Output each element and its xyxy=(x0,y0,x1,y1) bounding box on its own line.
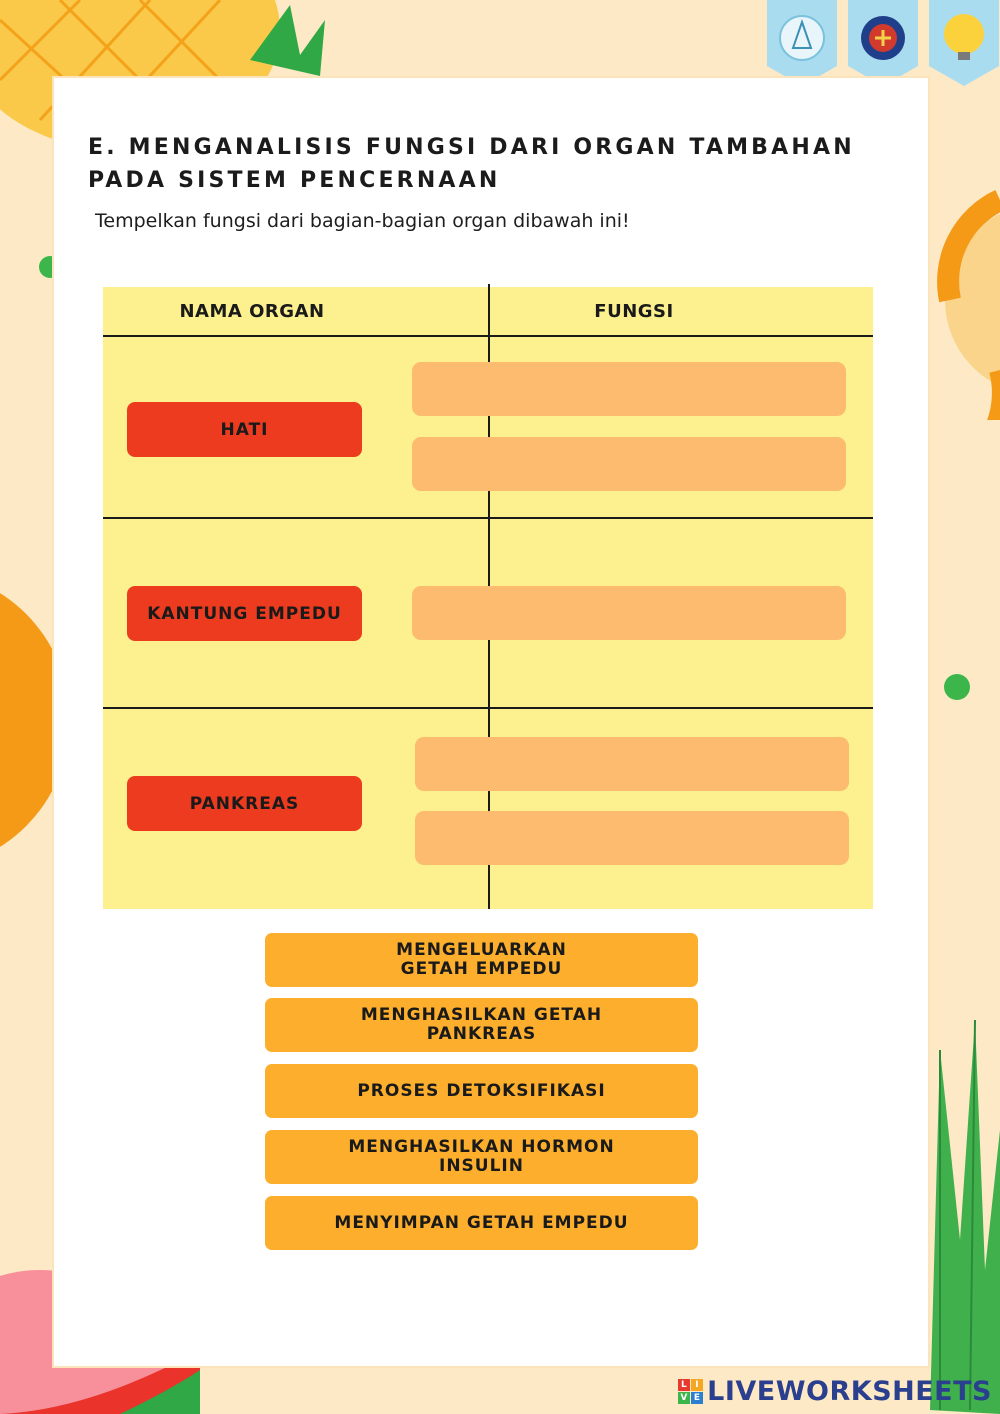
header-fungsi: FUNGSI xyxy=(594,301,674,322)
row-divider xyxy=(103,707,873,709)
answer-card[interactable]: MENGELUARKAN GETAH EMPEDU xyxy=(265,933,698,987)
university-logo-icon xyxy=(767,0,837,88)
worksheet-title: E. MENGANALISIS FUNGSI DARI ORGAN TAMBAHAN PADA SISTEM PENCERNAAN xyxy=(88,135,855,193)
instruction-text: Tempelkan fungsi dari bagian-bagian organ dibawah ini! xyxy=(95,210,630,232)
science-vlab-logo-icon xyxy=(929,0,999,88)
drop-slot[interactable] xyxy=(412,362,846,416)
liveworksheets-wordmark: LIVEWORKSHEETS xyxy=(707,1376,992,1407)
organ-label-kantung-empedu: KANTUNG EMPEDU xyxy=(127,586,362,641)
row-divider xyxy=(103,517,873,519)
liveworksheets-logo xyxy=(678,1376,992,1407)
drop-slot[interactable] xyxy=(415,811,849,865)
row-divider xyxy=(103,335,873,337)
answer-card[interactable]: PROSES DETOKSIFIKASI xyxy=(265,1064,698,1118)
drop-slot[interactable] xyxy=(412,586,846,640)
matching-table xyxy=(103,287,873,909)
answer-card[interactable]: MENGHASILKAN GETAH PANKREAS xyxy=(265,998,698,1052)
answer-card[interactable]: MENYIMPAN GETAH EMPEDU xyxy=(265,1196,698,1250)
organ-label-hati: HATI xyxy=(127,402,362,457)
pineapple-leaves-decoration xyxy=(930,1010,1000,1414)
orange-decoration xyxy=(0,560,55,870)
answer-card[interactable]: MENGHASILKAN HORMON INSULIN xyxy=(265,1130,698,1184)
drop-slot[interactable] xyxy=(412,437,846,491)
organ-label-pankreas: PANKREAS xyxy=(127,776,362,831)
header-nama-organ: NAMA ORGAN xyxy=(179,301,325,322)
orange-slice-decoration xyxy=(930,120,1000,420)
liveworksheets-logo-icon: L I V E xyxy=(678,1379,703,1404)
green-dot-right xyxy=(943,673,971,701)
school-emblem-icon xyxy=(848,0,918,88)
drop-slot[interactable] xyxy=(415,737,849,791)
